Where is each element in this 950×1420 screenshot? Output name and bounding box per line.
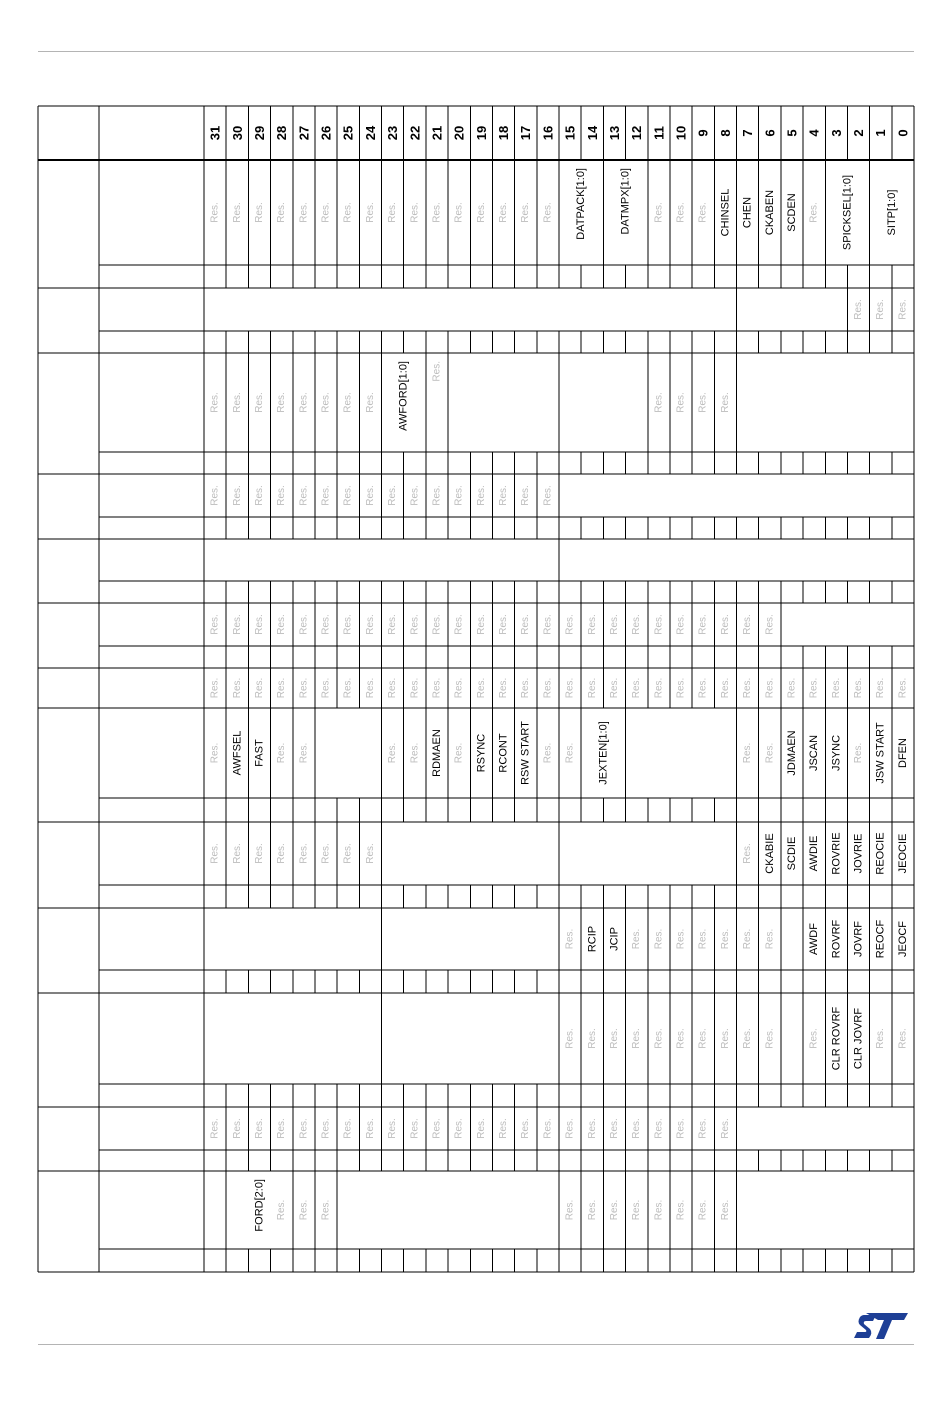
reserved-bit-label: Res.	[453, 202, 465, 223]
reserved-bit-label: Res.	[631, 677, 643, 699]
reserved-bit-label: Res.	[431, 485, 443, 506]
reserved-bit-label: Res.	[409, 614, 421, 635]
reserved-bit-label: Res.	[298, 392, 310, 413]
reserved-bit-label: Res.	[364, 1118, 376, 1139]
reserved-bit-label: Res.	[853, 677, 865, 699]
reserved-bit-label: Res.	[342, 485, 354, 506]
reserved-bit-label: Res.	[764, 1028, 776, 1049]
field-label: CHEN	[741, 196, 754, 229]
reserved-bit-label: Res.	[742, 928, 754, 950]
bit-number-23: 23	[385, 125, 401, 141]
reserved-bit-label: Res.	[209, 485, 221, 506]
reserved-bit-label: Res.	[298, 1199, 310, 1221]
reserved-bit-label: Res.	[364, 614, 376, 635]
reserved-bit-label: Res.	[542, 742, 554, 764]
reserved-bit-label: Res.	[364, 677, 376, 699]
reserved-bit-label: Res.	[387, 485, 399, 506]
reserved-bit-label: Res.	[409, 1118, 421, 1139]
reserved-bit-label: Res.	[631, 1028, 643, 1049]
field-label: RSYNC	[475, 733, 488, 773]
field-label: FAST	[253, 739, 266, 767]
bit-number-22: 22	[407, 125, 423, 141]
bit-number-31: 31	[207, 125, 223, 141]
bit-number-2: 2	[851, 129, 867, 137]
reserved-bit-label: Res.	[320, 202, 332, 223]
reserved-bit-label: Res.	[298, 1118, 310, 1139]
reserved-bit-label: Res.	[742, 1028, 754, 1049]
reserved-bit-label: Res.	[498, 202, 510, 223]
reserved-bit-label: Res.	[653, 1199, 665, 1221]
reserved-bit-label: Res.	[453, 485, 465, 506]
bit-number-24: 24	[362, 125, 378, 141]
reserved-bit-label: Res.	[364, 202, 376, 223]
bit-number-15: 15	[562, 125, 578, 141]
field-label: JEXTEN[1:0]	[597, 721, 610, 785]
bit-number-12: 12	[629, 125, 645, 141]
reserved-bit-label: Res.	[409, 202, 421, 223]
reserved-bit-label: Res.	[631, 614, 643, 635]
reserved-bit-label: Res.	[320, 485, 332, 506]
reserved-bit-label: Res.	[475, 677, 487, 699]
bit-number-0: 0	[895, 129, 911, 137]
reserved-bit-label: Res.	[564, 928, 576, 950]
bit-number-9: 9	[695, 129, 711, 137]
reserved-bit-label: Res.	[409, 742, 421, 764]
reserved-bit-label: Res.	[276, 843, 288, 864]
reserved-bit-label: Res.	[542, 485, 554, 506]
reserved-bit-label: Res.	[897, 1028, 909, 1049]
reserved-bit-label: Res.	[298, 485, 310, 506]
reserved-bit-label: Res.	[342, 843, 354, 864]
bit-number-30: 30	[229, 125, 245, 141]
reserved-bit-label: Res.	[653, 614, 665, 635]
field-label: ROVRIE	[830, 832, 843, 875]
reserved-bit-label: Res.	[320, 843, 332, 864]
bit-number-21: 21	[429, 125, 445, 141]
reserved-bit-label: Res.	[387, 614, 399, 635]
reserved-bit-label: Res.	[209, 392, 221, 413]
field-label: JOVRF	[852, 920, 865, 958]
reserved-bit-label: Res.	[409, 677, 421, 699]
reserved-bit-label: Res.	[542, 677, 554, 699]
field-label: JSCAN	[808, 734, 821, 772]
reserved-bit-label: Res.	[719, 1028, 731, 1049]
reserved-bit-label: Res.	[231, 485, 243, 506]
reserved-bit-label: Res.	[697, 1199, 709, 1221]
reserved-bit-label: Res.	[253, 843, 265, 864]
reserved-bit-label: Res.	[897, 677, 909, 699]
reserved-bit-label: Res.	[520, 677, 532, 699]
reserved-bit-label: Res.	[875, 299, 887, 320]
field-label: REOCF	[874, 919, 887, 959]
field-label: JOVRIE	[852, 833, 865, 874]
reserved-bit-label: Res.	[453, 1118, 465, 1139]
reserved-bit-label: Res.	[209, 843, 221, 864]
reserved-bit-label: Res.	[453, 742, 465, 764]
reserved-bit-label: Res.	[431, 614, 443, 635]
reserved-bit-label: Res.	[498, 677, 510, 699]
reserved-bit-label: Res.	[520, 1118, 532, 1139]
reserved-bit-label: Res.	[298, 843, 310, 864]
reserved-bit-label: Res.	[320, 1118, 332, 1139]
reserved-bit-label: Res.	[387, 742, 399, 764]
reserved-bit-label: Res.	[719, 392, 731, 413]
reserved-bit-label: Res.	[209, 614, 221, 635]
reserved-bit-label: Res.	[276, 1199, 288, 1221]
reserved-bit-label: Res.	[586, 614, 598, 635]
bit-number-29: 29	[251, 125, 267, 141]
field-label: RCONT	[497, 733, 510, 773]
reserved-bit-label: Res.	[653, 677, 665, 699]
reserved-bit-label: Res.	[675, 1028, 687, 1049]
reserved-bit-label: Res.	[520, 485, 532, 506]
reserved-bit-label: Res.	[564, 1118, 576, 1139]
reserved-bit-label: Res.	[764, 614, 776, 635]
bit-number-25: 25	[340, 125, 356, 141]
field-label: SCDEN	[785, 193, 798, 232]
reserved-bit-label: Res.	[653, 1118, 665, 1139]
reserved-bit-label: Res.	[742, 843, 754, 864]
reserved-bit-label: Res.	[298, 202, 310, 223]
field-label: JSYNC	[830, 734, 843, 772]
reserved-bit-label: Res.	[298, 614, 310, 635]
reserved-bit-label: Res.	[320, 1199, 332, 1221]
reserved-bit-label: Res.	[231, 202, 243, 223]
reserved-bit-label: Res.	[786, 677, 798, 699]
reserved-bit-label: Res.	[586, 1028, 598, 1049]
field-label: AWFORD[1:0]	[397, 361, 410, 431]
reserved-bit-label: Res.	[276, 677, 288, 699]
reserved-bit-label: Res.	[276, 392, 288, 413]
reserved-bit-label: Res.	[276, 202, 288, 223]
reserved-bit-label: Res.	[808, 1028, 820, 1049]
reserved-bit-label: Res.	[475, 1118, 487, 1139]
reserved-bit-label: Res.	[253, 485, 265, 506]
field-label: CKABEN	[763, 189, 776, 236]
reserved-bit-label: Res.	[453, 614, 465, 635]
reserved-bit-label: Res.	[364, 392, 376, 413]
reserved-bit-label: Res.	[320, 392, 332, 413]
reserved-bit-label: Res.	[719, 1199, 731, 1221]
reserved-bit-label: Res.	[253, 202, 265, 223]
bit-number-11: 11	[651, 126, 667, 140]
bit-number-13: 13	[606, 125, 622, 141]
field-label: AWDF	[808, 923, 821, 955]
field-label: CHINSEL	[719, 188, 732, 237]
reserved-bit-label: Res.	[342, 677, 354, 699]
reserved-bit-label: Res.	[342, 392, 354, 413]
field-label: JEOCIE	[896, 833, 909, 874]
reserved-bit-label: Res.	[231, 677, 243, 699]
bit-number-3: 3	[828, 129, 844, 137]
reserved-bit-label: Res.	[764, 928, 776, 950]
reserved-bit-label: Res.	[298, 742, 310, 764]
reserved-bit-label: Res.	[387, 202, 399, 223]
reserved-bit-label: Res.	[586, 677, 598, 699]
reserved-bit-label: Res.	[742, 742, 754, 764]
reserved-bit-label: Res.	[697, 614, 709, 635]
reserved-bit-label: Res.	[498, 485, 510, 506]
reserved-bit-label: Res.	[276, 1118, 288, 1139]
bit-number-20: 20	[451, 125, 467, 141]
reserved-bit-label: Res.	[564, 742, 576, 764]
reserved-bit-label: Res.	[231, 392, 243, 413]
reserved-bit-label: Res.	[653, 928, 665, 950]
field-label: DATPACK[1:0]	[575, 168, 588, 240]
reserved-bit-label: Res.	[498, 614, 510, 635]
reserved-bit-label: Res.	[675, 202, 687, 223]
field-label: ROVRF	[830, 919, 843, 959]
field-label: REOCIE	[874, 832, 887, 875]
reserved-bit-label: Res.	[719, 614, 731, 635]
field-label: RDMAEN	[430, 729, 443, 777]
reserved-bit-label: Res.	[342, 202, 354, 223]
field-label: CLR ROVRF	[830, 1006, 843, 1071]
field-label: DFEN	[896, 738, 909, 768]
bit-number-1: 1	[873, 129, 889, 137]
reserved-bit-label: Res.	[875, 1028, 887, 1049]
reserved-bit-label: Res.	[764, 742, 776, 764]
bit-number-27: 27	[296, 125, 312, 141]
reserved-bit-label: Res.	[298, 677, 310, 699]
reserved-bit-label: Res.	[431, 1118, 443, 1139]
field-label: JDMAEN	[785, 730, 798, 776]
field-label: DATMPX[1:0]	[619, 168, 632, 235]
field-label: SCDIE	[785, 836, 798, 871]
reserved-bit-label: Res.	[431, 361, 443, 382]
reserved-bit-label: Res.	[830, 677, 842, 699]
reserved-bit-label: Res.	[608, 614, 620, 635]
reserved-bit-label: Res.	[320, 677, 332, 699]
reserved-bit-label: Res.	[387, 1118, 399, 1139]
reserved-bit-label: Res.	[719, 677, 731, 699]
reserved-bit-label: Res.	[387, 677, 399, 699]
reserved-bit-label: Res.	[231, 1118, 243, 1139]
reserved-bit-label: Res.	[675, 614, 687, 635]
bit-number-14: 14	[584, 125, 600, 141]
reserved-bit-label: Res.	[276, 614, 288, 635]
reserved-bit-label: Res.	[631, 1118, 643, 1139]
field-label: JCIP	[608, 927, 621, 951]
reserved-bit-label: Res.	[586, 1199, 598, 1221]
reserved-bit-label: Res.	[631, 1199, 643, 1221]
reserved-bit-label: Res.	[808, 202, 820, 223]
field-label: SPICKSEL[1:0]	[841, 174, 854, 251]
reserved-bit-label: Res.	[875, 677, 887, 699]
reserved-bit-label: Res.	[409, 485, 421, 506]
reserved-bit-label: Res.	[697, 202, 709, 223]
reserved-bit-label: Res.	[564, 1199, 576, 1221]
reserved-bit-label: Res.	[631, 928, 643, 950]
reserved-bit-label: Res.	[253, 392, 265, 413]
bit-number-18: 18	[496, 125, 512, 141]
reserved-bit-label: Res.	[608, 677, 620, 699]
reserved-bit-label: Res.	[675, 1118, 687, 1139]
bit-number-5: 5	[784, 129, 800, 137]
reserved-bit-label: Res.	[231, 843, 243, 864]
reserved-bit-label: Res.	[542, 1118, 554, 1139]
field-label: AWFSEL	[231, 730, 244, 776]
reserved-bit-label: Res.	[475, 485, 487, 506]
reserved-bit-label: Res.	[808, 677, 820, 699]
reserved-bit-label: Res.	[675, 677, 687, 699]
field-label: SITP[1:0]	[885, 189, 898, 236]
reserved-bit-label: Res.	[564, 677, 576, 699]
bit-number-6: 6	[762, 129, 778, 137]
reserved-bit-label: Res.	[697, 677, 709, 699]
reserved-bit-label: Res.	[253, 614, 265, 635]
reserved-bit-label: Res.	[897, 299, 909, 320]
reserved-bit-label: Res.	[231, 614, 243, 635]
reserved-bit-label: Res.	[564, 1028, 576, 1049]
reserved-bit-label: Res.	[742, 614, 754, 635]
reserved-bit-label: Res.	[209, 1118, 221, 1139]
reserved-bit-label: Res.	[253, 1118, 265, 1139]
reserved-bit-label: Res.	[675, 392, 687, 413]
bit-number-19: 19	[473, 125, 489, 141]
field-label: RCIP	[586, 925, 599, 953]
field-label: JSW START	[874, 722, 887, 784]
reserved-bit-label: Res.	[564, 614, 576, 635]
reserved-bit-label: Res.	[342, 1118, 354, 1139]
bit-number-10: 10	[673, 125, 689, 141]
bit-number-7: 7	[740, 129, 756, 137]
reserved-bit-label: Res.	[320, 614, 332, 635]
reserved-bit-label: Res.	[520, 202, 532, 223]
bit-number-4: 4	[806, 129, 822, 137]
field-label: AWDIE	[808, 835, 821, 872]
reserved-bit-label: Res.	[342, 614, 354, 635]
reserved-bit-label: Res.	[209, 677, 221, 699]
bit-number-26: 26	[318, 125, 334, 141]
reserved-bit-label: Res.	[608, 1028, 620, 1049]
reserved-bit-label: Res.	[764, 677, 776, 699]
reserved-bit-label: Res.	[697, 392, 709, 413]
reserved-bit-label: Res.	[608, 1118, 620, 1139]
reserved-bit-label: Res.	[853, 742, 865, 764]
reserved-bit-label: Res.	[253, 677, 265, 699]
reserved-bit-label: Res.	[542, 202, 554, 223]
reserved-bit-label: Res.	[475, 202, 487, 223]
reserved-bit-label: Res.	[520, 614, 532, 635]
reserved-bit-label: Res.	[542, 614, 554, 635]
reserved-bit-label: Res.	[453, 677, 465, 699]
reserved-bit-label: Res.	[853, 299, 865, 320]
reserved-bit-label: Res.	[475, 614, 487, 635]
reserved-bit-label: Res.	[675, 1199, 687, 1221]
field-label: CLR JOVRF	[852, 1007, 865, 1070]
reserved-bit-label: Res.	[276, 742, 288, 764]
reserved-bit-label: Res.	[364, 485, 376, 506]
field-label: JEOCF	[896, 920, 909, 958]
bit-number-8: 8	[717, 129, 733, 137]
reserved-bit-label: Res.	[276, 485, 288, 506]
reserved-bit-label: Res.	[364, 843, 376, 864]
reserved-bit-label: Res.	[675, 928, 687, 950]
bit-number-16: 16	[540, 125, 556, 141]
reserved-bit-label: Res.	[653, 392, 665, 413]
field-label: CKABIE	[763, 833, 776, 874]
field-label: RSW START	[519, 721, 532, 785]
reserved-bit-label: Res.	[697, 928, 709, 950]
reserved-bit-label: Res.	[608, 1199, 620, 1221]
reserved-bit-label: Res.	[431, 202, 443, 223]
reserved-bit-label: Res.	[697, 1028, 709, 1049]
reserved-bit-label: Res.	[209, 742, 221, 764]
reserved-bit-label: Res.	[431, 677, 443, 699]
reserved-bit-label: Res.	[719, 1118, 731, 1139]
reserved-bit-label: Res.	[742, 677, 754, 699]
reserved-bit-label: Res.	[498, 1118, 510, 1139]
reserved-bit-label: Res.	[697, 1118, 709, 1139]
field-label: FORD[2:0]	[253, 1179, 266, 1232]
st-logo-icon	[852, 1311, 910, 1341]
reserved-bit-label: Res.	[719, 928, 731, 950]
reserved-bit-label: Res.	[653, 1028, 665, 1049]
bit-number-28: 28	[274, 125, 290, 141]
reserved-bit-label: Res.	[653, 202, 665, 223]
reserved-bit-label: Res.	[586, 1118, 598, 1139]
bit-number-17: 17	[518, 125, 534, 141]
reserved-bit-label: Res.	[209, 202, 221, 223]
